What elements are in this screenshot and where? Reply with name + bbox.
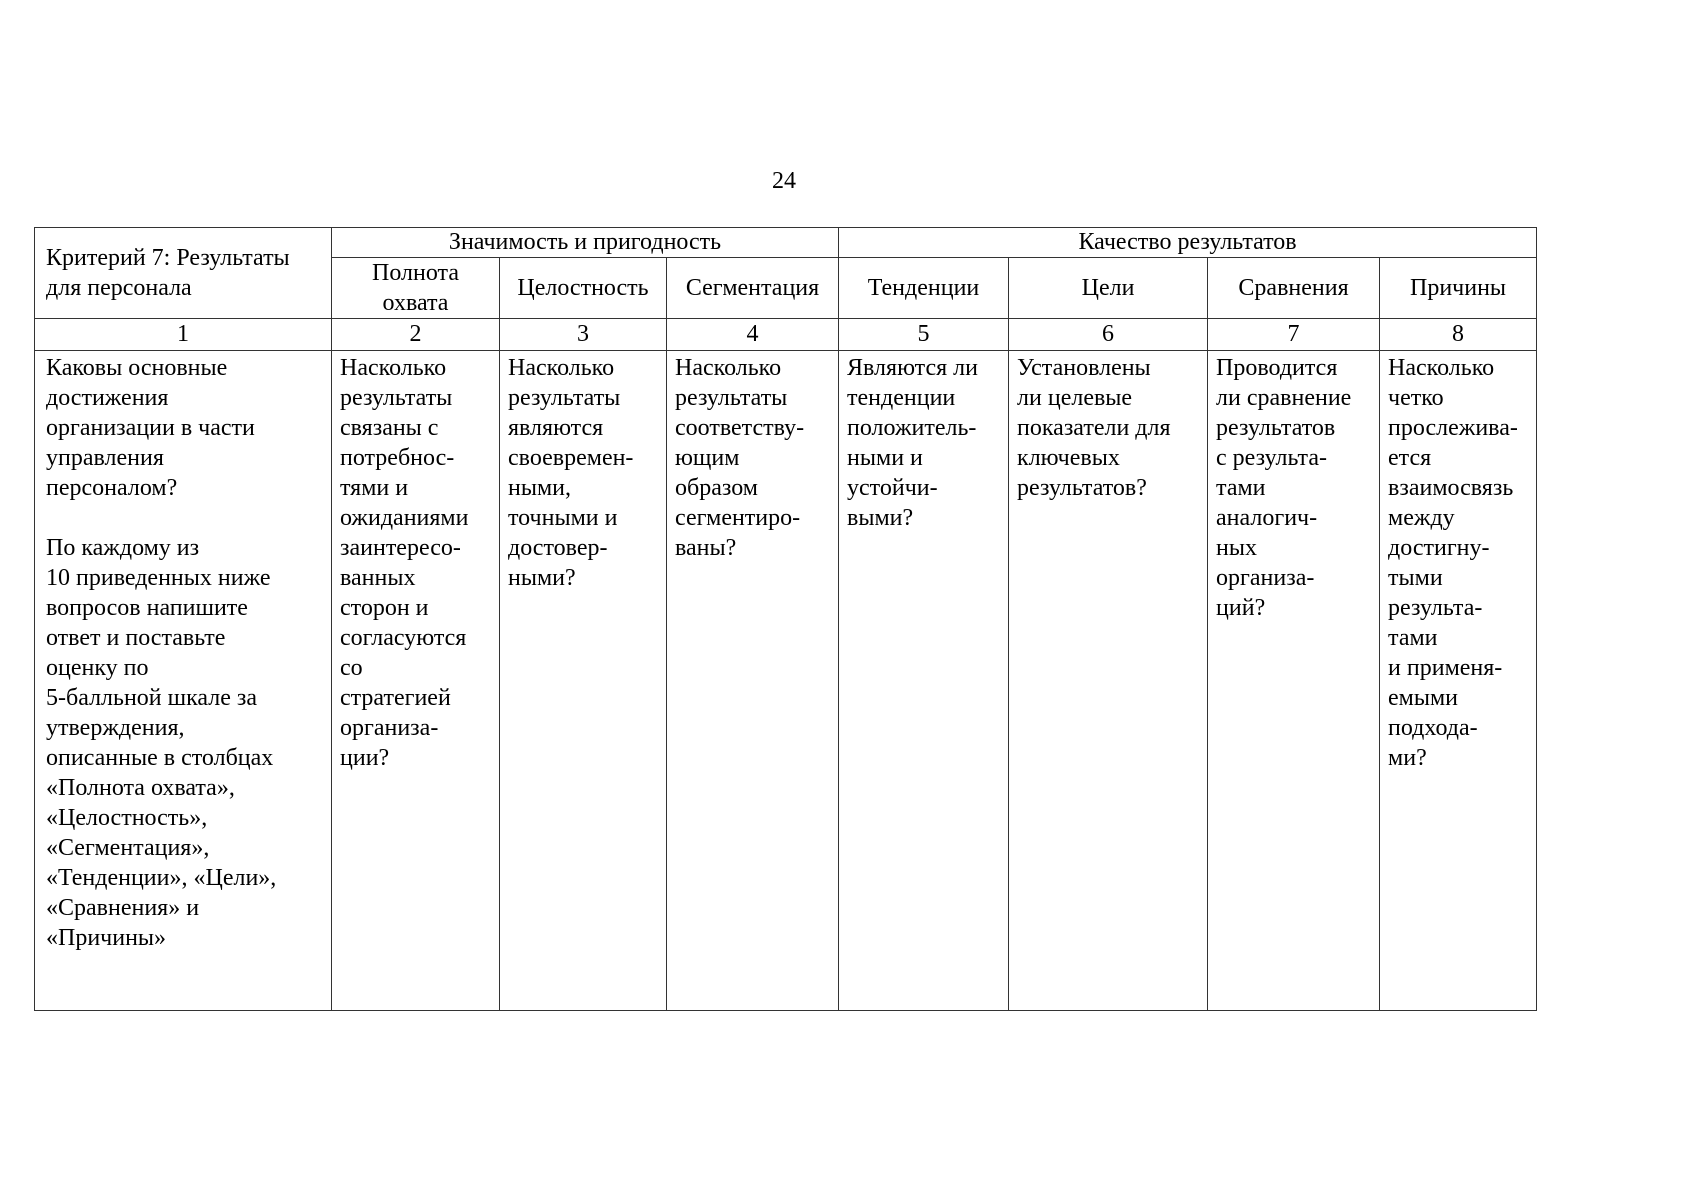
- trends-text: Являются ли тенденции положитель- ными и устойчи- выми?: [847, 355, 978, 531]
- column-number: 3: [500, 319, 667, 351]
- table-row: [35, 351, 1537, 1011]
- segmentation-text: Насколько результаты соответству- ющим образом сегментиро- ваны?: [675, 355, 805, 561]
- column-number: 5: [839, 319, 1009, 351]
- column-header-coverage-label: Полнота охвата: [372, 260, 459, 316]
- criteria-table: [34, 227, 1537, 1011]
- coverage-cell: [332, 351, 500, 1011]
- criterion-header-cell: [35, 228, 332, 319]
- integrity-text: Насколько результаты являются своевремен- ными, точными и достовер- ными?: [508, 355, 634, 591]
- targets-cell: [1009, 351, 1208, 1011]
- column-number: 7: [1208, 319, 1380, 351]
- causes-cell: [1380, 351, 1537, 1011]
- segmentation-cell: [667, 351, 839, 1011]
- question-text: Каковы основные достижения организации в части управления персоналом? По каждому из 10 приведенных ниже вопросов напишите ответ и поставьте оценку по 5-балльной шкале за утверждения, описанные в столбцах «Полнота охвата», «Целостность», «Сегментация», «Тенденции», «Цели», «Сравнения» и «Причины»: [46, 355, 277, 951]
- question-cell: [35, 351, 332, 1011]
- criterion-header: Критерий 7: Результаты для персонала: [46, 245, 290, 301]
- causes-text: Насколько четко прослежива- ется взаимосвязь между достигну- тыми результа- тами и применя- емыми подхода- ми?: [1388, 355, 1518, 771]
- comparisons-cell: [1208, 351, 1380, 1011]
- trends-cell: [839, 351, 1009, 1011]
- column-number: 2: [332, 319, 500, 351]
- column-number-row: [35, 319, 1537, 351]
- column-header-targets: Цели: [1009, 258, 1208, 319]
- page-number: 24: [772, 168, 796, 194]
- coverage-text: Насколько результаты связаны с потребнос- тями и ожиданиями заинтересо- ванных сторон и согласуются со стратегией организа- ции?: [340, 355, 469, 771]
- group-header-quality: Качество результатов: [839, 228, 1537, 258]
- integrity-cell: [500, 351, 667, 1011]
- column-header-integrity: Целостность: [500, 258, 667, 319]
- group-header-relevance: Значимость и пригодность: [332, 228, 839, 258]
- group-header-row: [35, 228, 1537, 258]
- column-number: 1: [35, 319, 332, 351]
- column-number: 6: [1009, 319, 1208, 351]
- comparisons-text: Проводится ли сравнение результатов с результа- тами аналогич- ных организа- ций?: [1216, 355, 1352, 621]
- targets-text: Установлены ли целевые показатели для ключевых результатов?: [1017, 355, 1171, 501]
- column-number: 4: [667, 319, 839, 351]
- column-header-coverage: [332, 258, 500, 319]
- column-number: 8: [1380, 319, 1537, 351]
- column-header-segmentation: Сегментация: [667, 258, 839, 319]
- column-header-comparisons: Сравнения: [1208, 258, 1380, 319]
- column-header-causes: Причины: [1380, 258, 1537, 319]
- column-header-trends: Тенденции: [839, 258, 1009, 319]
